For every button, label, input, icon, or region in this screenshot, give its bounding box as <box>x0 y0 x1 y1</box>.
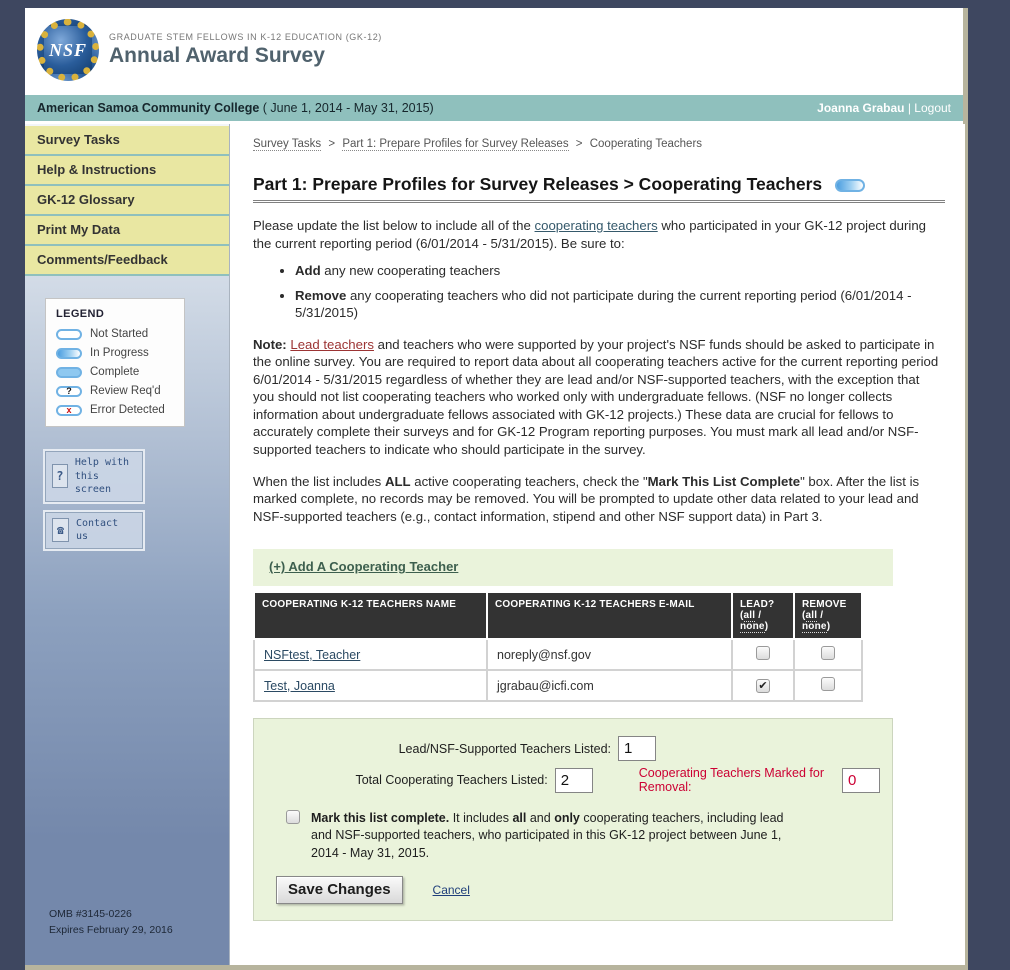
omb-number: OMB #3145-0226 <box>49 908 132 921</box>
page-container <box>25 8 968 970</box>
table-row <box>254 639 862 670</box>
contact-us-label: Contact us <box>75 517 119 542</box>
bullet-remove: • Remove any cooperating teachers who did not participate during the current reporting period (6/01/2014 - 5/31/2015) <box>295 287 945 322</box>
sidebar <box>25 124 230 965</box>
app-header <box>25 8 963 92</box>
intro-paragraph: Please update the list below to include all of the cooperating teachers who participated in your GK-12 project during the current reporting period (6/01/2014 - 5/31/2015). Be sure to: <box>253 218 926 251</box>
breadcrumb <box>253 138 945 150</box>
breadcrumb-current: Cooperating Teachers <box>589 138 703 150</box>
nsf-logo <box>37 19 99 81</box>
omb-expiry: Expires February 29, 2016 <box>49 924 173 937</box>
mark-complete-text: Mark this list complete. It includes all and only cooperating teachers, including lead and NSF-supported teachers, who participated in this GK-12 project between June 1, 2014 - May 31, 2015. <box>311 811 784 860</box>
question-mark-icon: ? <box>52 464 68 488</box>
removal-count-label: Cooperating Teachers Marked for Removal: <box>638 766 825 795</box>
remove-select-none-link[interactable]: none <box>802 621 827 633</box>
remove-checkbox[interactable] <box>821 646 835 660</box>
teacher-name-link[interactable]: NSFtest, Teacher <box>264 647 361 662</box>
bottom-spacer <box>253 921 945 965</box>
teacher-email: jgrabau@icfi.com <box>487 670 732 701</box>
telephone-icon: ☎ <box>52 518 69 542</box>
org-name: American Samoa Community College <box>37 101 260 115</box>
note-paragraph: Note: Lead teachers and teachers who were supported by your project's NSF funds should be asked to participate in the online survey. You are required to report data about all cooperating teachers active for the current reporting period 6/01/2014 - 5/31/2015 regardless of whether they are lead and/or NSF-supported teachers, with the exception that you should not list cooperating teachers who worked only with undergraduate fellows. (NSF no longer collects information about undergraduate fellows associated with GK-12 projects.) These data are crucial for fellows to accurately complete their surveys and for GK-12 Program reporting purposes. You must mark all lead and/or NSF-supported teachers to indicate who should participate in the survey. <box>253 336 939 458</box>
add-cooperating-teacher-link[interactable]: (+) Add A Cooperating Teacher <box>269 559 459 575</box>
total-count-input[interactable] <box>555 768 593 793</box>
lead-select-all-link[interactable]: all <box>743 610 756 622</box>
column-header-name: COOPERATING K-12 TEACHERS NAME <box>254 592 487 639</box>
remove-select-all-link[interactable]: all <box>805 610 818 622</box>
column-header-email: COOPERATING K-12 TEACHERS E-MAIL <box>487 592 732 639</box>
complete-pill-icon <box>56 367 82 378</box>
contact-us-button[interactable] <box>45 512 143 549</box>
teacher-email: noreply@nsf.gov <box>487 639 732 670</box>
breadcrumb-part1[interactable]: Part 1: Prepare Profiles for Survey Releases <box>342 138 569 150</box>
nsf-logo-text: NSF <box>48 39 87 60</box>
page-title: Part 1: Prepare Profiles for Survey Releases > Cooperating Teachers <box>253 174 823 194</box>
cooperating-teachers-link[interactable]: cooperating teachers <box>534 218 658 233</box>
lead-checkbox[interactable] <box>756 646 770 660</box>
not-started-pill-icon <box>56 329 82 340</box>
sidebar-item-help-instructions[interactable]: Help & Instructions <box>25 156 229 186</box>
remove-checkbox[interactable] <box>821 677 835 691</box>
legend-box <box>45 298 185 427</box>
total-count-label: Total Cooperating Teachers Listed: <box>355 773 548 788</box>
totals-panel <box>253 718 893 921</box>
lead-teachers-link[interactable]: Lead teachers <box>290 336 374 352</box>
sidebar-item-glossary[interactable]: GK-12 Glossary <box>25 186 229 216</box>
column-header-lead: LEAD? (all / none) <box>732 592 794 639</box>
in-progress-pill-icon <box>56 348 82 359</box>
lead-select-none-link[interactable]: none <box>740 621 765 633</box>
org-bar <box>25 92 963 124</box>
user-name: Joanna Grabau <box>817 101 905 115</box>
teachers-table <box>253 591 863 702</box>
breadcrumb-survey-tasks[interactable]: Survey Tasks <box>253 138 322 150</box>
legend-title: LEGEND <box>56 308 105 320</box>
breadcrumb-separator: > <box>328 138 336 150</box>
legend-label-complete: Complete <box>90 366 140 378</box>
lead-count-label: Lead/NSF-Supported Teachers Listed: <box>398 741 611 756</box>
logout-link[interactable]: Logout <box>914 101 951 115</box>
sidebar-item-comments-feedback[interactable]: Comments/Feedback <box>25 246 229 276</box>
instruction-list <box>295 262 945 322</box>
sidebar-item-print-my-data[interactable]: Print My Data <box>25 216 229 246</box>
when-paragraph: When the list includes ALL active cooperating teachers, check the "Mark This List Complete" box. After the list is marked complete, no records may be removed. You will be prompted to update other data related to your lead and NSF-supported teachers (e.g., contact information, stipend and other NSF support data) in Part 3. <box>253 473 920 524</box>
error-detected-pill-icon: x <box>56 405 82 416</box>
teacher-name-link[interactable]: Test, Joanna <box>264 678 335 693</box>
main-content <box>230 124 965 965</box>
table-row <box>254 670 862 701</box>
cancel-link[interactable]: Cancel <box>432 882 470 897</box>
legend-label-error: Error Detected <box>90 404 165 416</box>
page-status-in-progress-icon <box>835 179 865 192</box>
legend-label-not-started: Not Started <box>90 328 149 340</box>
app-title: Annual Award Survey <box>109 44 325 67</box>
removal-count-input[interactable] <box>842 768 880 793</box>
save-changes-button[interactable]: Save Changes <box>276 876 403 904</box>
reporting-period: ( June 1, 2014 - May 31, 2015) <box>259 101 434 115</box>
help-with-screen-button[interactable]: ? Help with this screen <box>45 451 143 502</box>
sidebar-menu <box>25 126 229 276</box>
user-separator: | <box>904 101 915 115</box>
review-reqd-pill-icon: ? <box>56 386 82 397</box>
mark-complete-checkbox[interactable] <box>286 810 300 824</box>
legend-label-review: Review Req'd <box>90 385 161 397</box>
lead-count-input[interactable] <box>618 736 656 761</box>
omb-notice <box>49 907 173 939</box>
sidebar-item-survey-tasks[interactable]: Survey Tasks <box>25 126 229 156</box>
title-divider <box>253 200 945 203</box>
lead-checkbox[interactable]: ✔ <box>756 679 770 693</box>
column-header-remove: REMOVE (all / none) <box>794 592 862 639</box>
bullet-add: • Add any new cooperating teachers <box>295 262 945 280</box>
add-teacher-bar <box>253 549 893 586</box>
legend-label-in-progress: In Progress <box>90 347 149 359</box>
breadcrumb-separator: > <box>575 138 583 150</box>
program-name: GRADUATE STEM FELLOWS IN K-12 EDUCATION (GK-12) <box>109 32 382 42</box>
